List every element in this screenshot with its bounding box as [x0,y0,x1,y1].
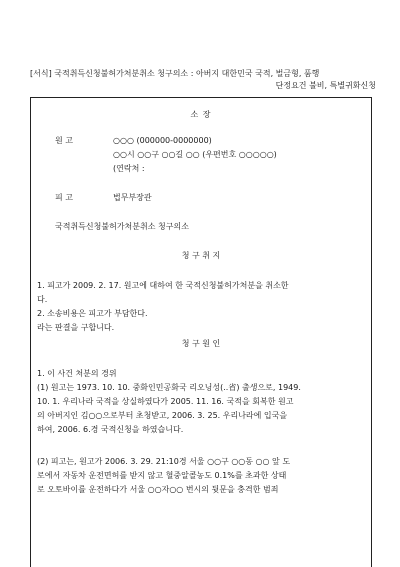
cause-para2-line: 로 오토바이를 운전하다가 서울 ○○자○○ 번시의 뒷문을 충격한 범죄 [37,485,279,494]
cause-para1-line: 의 아버지인 김○○으로부터 초청받고, 2006. 3. 25. 우리나라에 입국을 [37,411,288,420]
cause-para1-line: 10. 1. 우리나라 국적을 상실하였다가 2005. 11. 16. 국적을 회복한 원고 [37,397,294,406]
form-header-line-2: 단정요건 불비, 특별귀화신청 [275,81,376,90]
cause-para2-line: (2) 피고는, 원고가 2006. 3. 29. 21:10경 서울 ○○구 ○○동 ○○ 앞 도 [37,457,291,466]
form-header [30,68,376,92]
cause-heading: 청 구 원 인 [181,339,221,348]
purpose-heading: 청 구 취 지 [181,251,221,260]
plaintiff-contact: (연락처 : [113,164,145,173]
complaint-box [30,97,372,567]
purpose-line: 라는 판결을 구합니다. [37,323,115,332]
cause-subheading: 1. 이 사건 처분의 경위 [37,369,117,378]
purpose-line: 다. [37,295,48,304]
cause-para1-line: (1) 원고는 1973. 10. 10. 중화인민공화국 리오닝성(..省) 출생으로, 1949. [37,383,301,392]
purpose-line: 1. 피고가 2009. 2. 17. 원고에 대하여 한 국적신청불허가처분을 취소한 [37,281,289,290]
plaintiff-name: ○○○ (000000-0000000) [113,136,212,145]
form-header-line-1: [서식] 국적취득신청불허가처분취소 청구의소 : 아버지 대한민국 국적, 벌금형, 품행 [30,69,320,78]
plaintiff-label: 원 고 [55,136,73,145]
plaintiff-address: ○○시 ○○구 ○○길 ○○ (우편번호 ○○○○○) [113,150,277,159]
document-title: 소 장 [190,110,212,119]
defendant-label: 피 고 [55,193,73,202]
cause-para2-line: 로에서 자동차 운전면허를 받지 않고 혈중알콜농도 0.1%를 초과한 상태 [37,471,287,480]
case-name: 국적취득신청불허가처분취소 청구의소 [55,222,189,231]
purpose-line: 2. 소송비용은 피고가 부담한다. [37,309,148,318]
defendant-name: 법무부장관 [113,193,152,202]
cause-para1-line: 하여, 2006. 6.경 국적신청을 하였습니다. [37,425,184,434]
